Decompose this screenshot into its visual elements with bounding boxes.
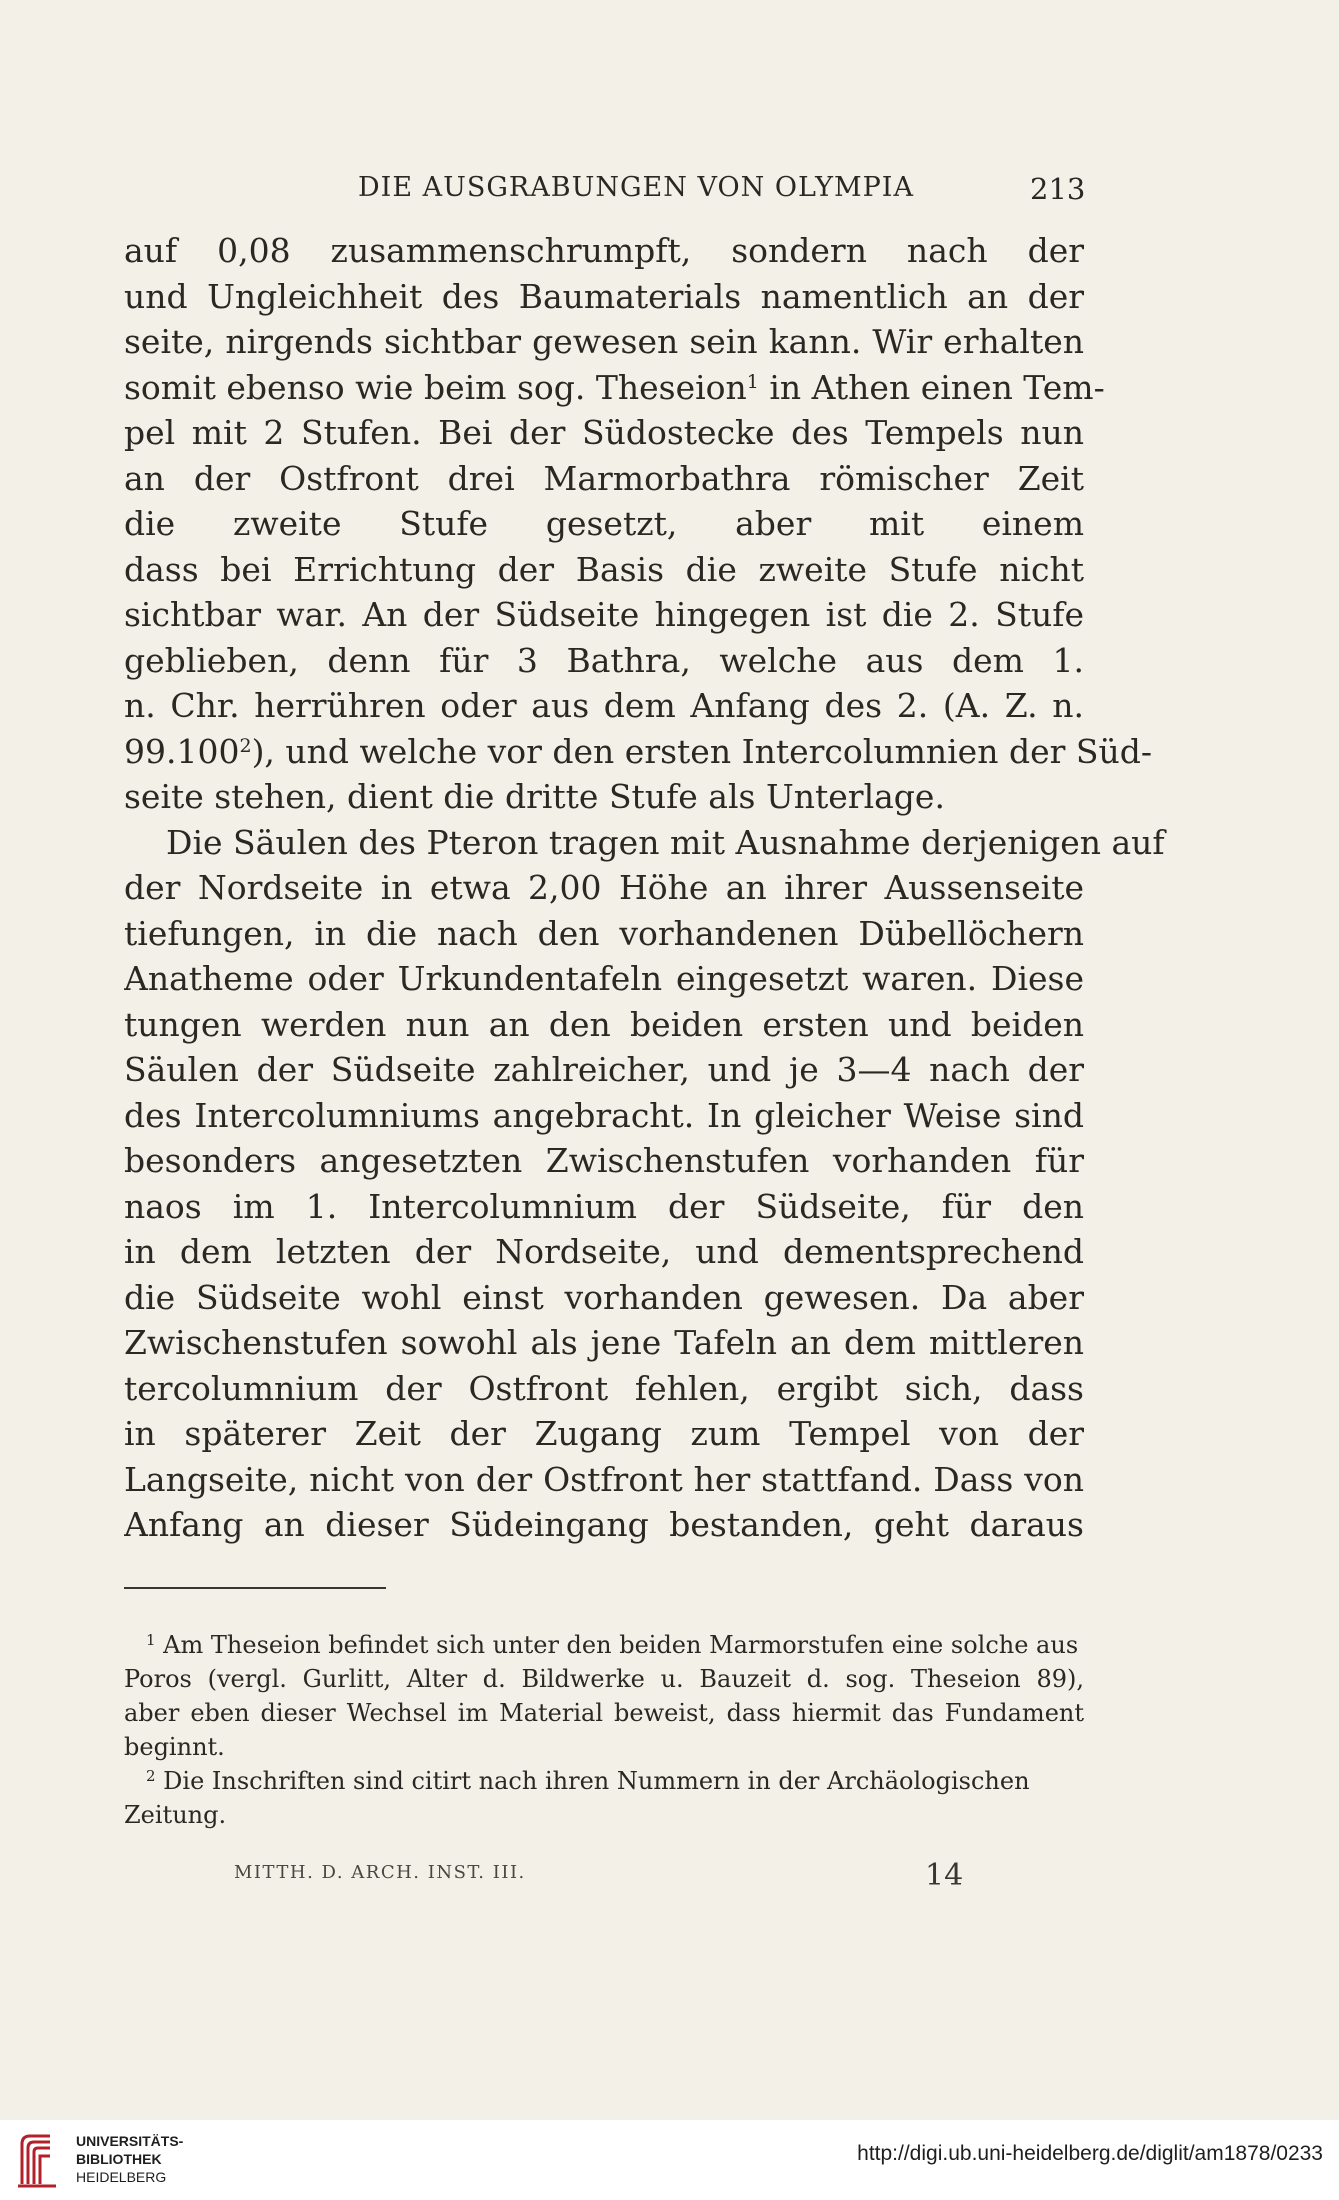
text-line: des Intercolumniums angebracht. In gleicher Weise sind — [124, 1095, 1084, 1135]
signature-number: 14 — [925, 1858, 964, 1893]
page-number: 213 — [1030, 172, 1086, 206]
footnote-line: $^1$ Am Theseion befindet sich unter den beiden Marmorstufen eine solche aus — [146, 1631, 1079, 1659]
text-line: pel mit 2 Stufen. Bei der Südostecke des Tempels nun — [124, 413, 1084, 452]
footnote-line: $^2$ Die Inschriften sind citirt nach ihren Nummern in der Archäologischen — [146, 1767, 1030, 1795]
permalink-url[interactable]: http://digi.ub.uni-heidelberg.de/diglit/am1878/0233 — [857, 2142, 1323, 2165]
page-header — [0, 172, 1339, 214]
text-line: besonders angesetzten Zwischenstufen vorhanden für — [124, 1141, 1084, 1180]
text-line: Langseite, nicht von der Ostfront her stattfand. Dass von — [124, 1459, 1084, 1499]
text-line: in dem letzten der Nordseite, und dementsprechend — [124, 1232, 1084, 1271]
footnote-line: beginnt. — [124, 1733, 225, 1761]
text-line: n. Chr. herrühren oder aus dem Anfang des 2. (A. Z. n. — [124, 686, 1084, 725]
text-line: naos im 1. Intercolumnium der Südseite, für den — [124, 1186, 1084, 1226]
digitization-footer — [0, 2120, 1339, 2200]
text-line: Die Säulen des Pteron tragen mit Ausnahme derjenigen auf — [166, 822, 1165, 862]
text-line: auf 0,08 zusammenschrumpft, sondern nach der — [124, 231, 1084, 270]
library-name: UNIVERSITÄTS- BIBLIOTHEK HEIDELBERG — [76, 2133, 184, 2185]
text-line: tercolumnium der Ostfront fehlen, ergibt sich, dass — [124, 1368, 1084, 1408]
text-line: an der Ostfront drei Marmorbathra römischer Zeit — [124, 458, 1084, 498]
text-line: 99.100$^2$), und welche vor den ersten Intercolumnien der Süd- — [124, 731, 1153, 771]
text-line: seite, nirgends sichtbar gewesen sein kann. Wir erhalten — [124, 322, 1084, 361]
footnote-marker: 2 — [239, 734, 252, 757]
text-line: Anfang an dieser Südeingang bestanden, geht daraus — [124, 1505, 1084, 1544]
text-line: Anatheme oder Urkundentafeln eingesetzt waren. Diese — [124, 959, 1084, 998]
text-line: seite stehen, dient die dritte Stufe als Unterlage. — [124, 777, 945, 816]
footnote-divider — [124, 1587, 386, 1589]
text-line: Zwischenstufen sowohl als jene Tafeln an dem mittleren — [124, 1323, 1084, 1362]
text-line: die zweite Stufe gesetzt, aber mit einem — [124, 504, 1084, 543]
text-line: in späterer Zeit der Zugang zum Tempel von der — [124, 1414, 1084, 1453]
heidelberg-library-logo-icon[interactable] — [16, 2130, 62, 2190]
footnote-line: Zeitung. — [124, 1801, 227, 1829]
text-line: dass bei Errichtung der Basis die zweite Stufe nicht — [124, 549, 1084, 589]
footnotes — [124, 1628, 1084, 1832]
text-line: tungen werden nun an den beiden ersten und beiden — [124, 1004, 1084, 1044]
footnote-line: Poros (vergl. Gurlitt, Alter d. Bildwerke u. Bauzeit d. sog. Theseion 89), — [124, 1665, 1084, 1693]
body-text — [124, 228, 1165, 1548]
footnote-number: 2 — [146, 1767, 156, 1785]
text-line: somit ebenso wie beim sog. Theseion$^1$ in Athen einen Tem- — [124, 367, 1105, 407]
text-line: die Südseite wohl einst vorhanden gewesen. Da aber — [124, 1277, 1084, 1317]
running-title: DIE AUSGRABUNGEN VON OLYMPIA — [358, 172, 914, 203]
text-line: Säulen der Südseite zahlreicher, und je 3—4 nach der — [124, 1050, 1084, 1089]
text-line: der Nordseite in etwa 2,00 Höhe an ihrer Aussenseite — [124, 868, 1084, 907]
printer-signature — [0, 1858, 1339, 1898]
text-line: tiefungen, in die nach den vorhandenen Dübellöchern — [124, 913, 1084, 953]
signature-label: MITTH. D. ARCH. INST. III. — [234, 1862, 526, 1883]
footnote-marker: 1 — [746, 370, 759, 393]
footnote-number: 1 — [146, 1631, 156, 1649]
footnote-line: aber eben dieser Wechsel im Material beweist, dass hiermit das Fundament — [124, 1699, 1084, 1727]
text-line: sichtbar war. An der Südseite hingegen ist die 2. Stufe — [124, 595, 1084, 634]
text-line: geblieben, denn für 3 Bathra, welche aus dem 1. — [124, 640, 1084, 680]
text-line: und Ungleichheit des Baumaterials namentlich an der — [124, 276, 1084, 316]
